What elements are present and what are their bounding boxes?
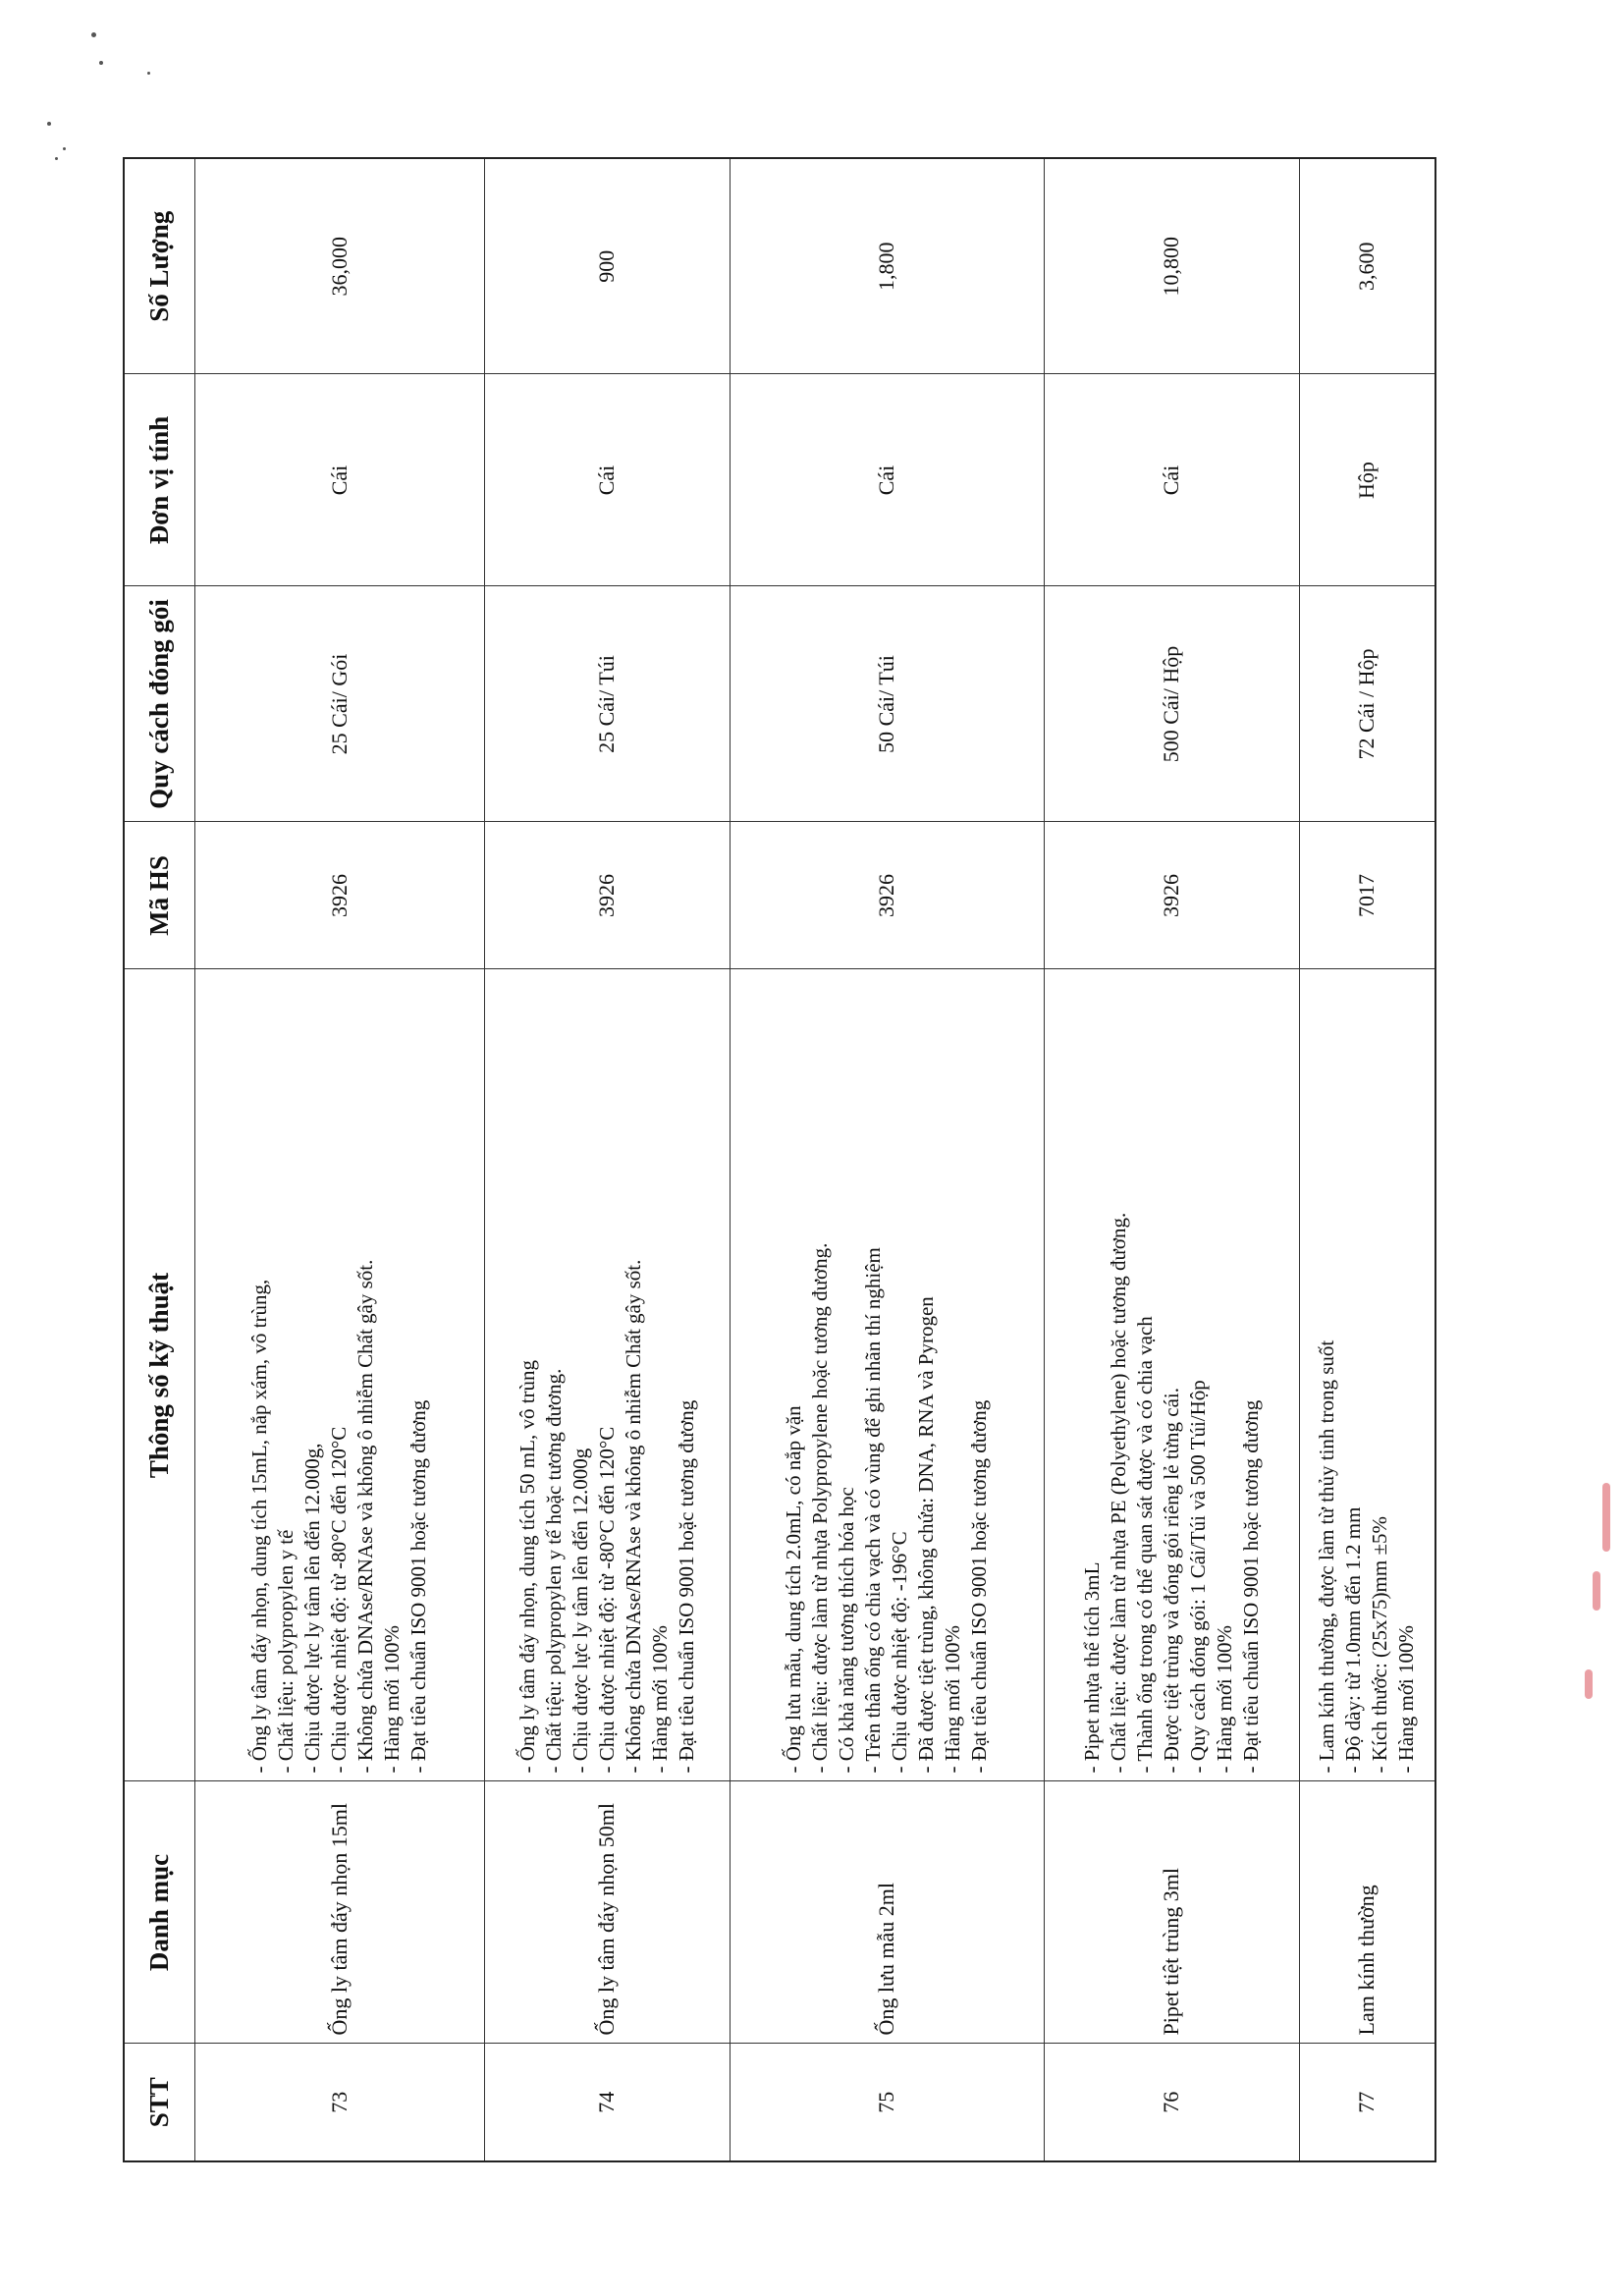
- row-item-name: Pipet tiệt trùng 3ml: [1044, 1781, 1299, 2044]
- spec-line: - Chất liệu: polypropylen y tế: [274, 1529, 298, 1774]
- red-seal-fragment: [1593, 1571, 1600, 1611]
- table-row: [1044, 158, 1299, 2161]
- row-item-name: Ống ly tâm đáy nhọn 15ml: [194, 1781, 484, 2044]
- spec-line: - Ống ly tâm đáy nhọn, dung tích 15mL, nắp xám, vô trùng,: [247, 1279, 271, 1774]
- spec-line: - Quy cách đóng gói: 1 Cái/Túi và 500 Túi/Hộp: [1185, 1380, 1210, 1774]
- spec-line: - Chịu được nhiệt độ: -196°C: [888, 1531, 911, 1774]
- row-specs: [730, 969, 1044, 1781]
- row-stt: 74: [484, 2044, 730, 2161]
- spec-line: - Chất liệu: được làm từ nhựa PE (Polyethylene) hoặc tương đương.: [1106, 1212, 1130, 1774]
- spec-line: - Ống lưu mẫu, dung tích 2.0mL, có nắp vặn: [782, 1405, 805, 1774]
- spec-line: - Lam kính thường, được làm từ thủy tinh trong suốt: [1315, 1339, 1339, 1774]
- scan-speck: [99, 61, 103, 65]
- header-danh-muc: Danh mục: [124, 1781, 194, 2044]
- spec-line: - Không chứa DNAse/RNAse và không ô nhiễm Chất gây sốt.: [353, 1259, 377, 1774]
- spec-line: - Đạt tiêu chuẩn ISO 9001 hoặc tương đương: [1238, 1399, 1263, 1774]
- row-hs-code: 3926: [194, 822, 484, 969]
- row-hs-code: 3926: [730, 822, 1044, 969]
- header-thong-so: Thông số kỹ thuật: [124, 969, 194, 1781]
- spec-line: - Đạt tiêu chuẩn ISO 9001 hoặc tương đương: [674, 1399, 698, 1774]
- row-hs-code: 3926: [1044, 822, 1299, 969]
- spec-line: - Hàng mới 100%: [1212, 1625, 1236, 1774]
- spec-line: - Có khả năng tương thích hóa học: [835, 1487, 858, 1774]
- spec-line: - Kích thước: (25x75)mm ±5%: [1368, 1516, 1392, 1774]
- spec-line: - Chịu được lực ly tâm lên đến 12.000g: [568, 1448, 592, 1774]
- header-row: [124, 158, 194, 2161]
- spec-line: - Chịu được nhiệt độ: từ -80°C đến 120°C: [594, 1426, 619, 1774]
- spec-line: - Hàng mới 100%: [941, 1625, 964, 1774]
- row-quantity: 36,000: [194, 158, 484, 374]
- row-quantity: 3,600: [1299, 158, 1435, 374]
- spec-line: - Chịu được nhiệt độ: từ -80°C đến 120°C: [327, 1426, 351, 1774]
- row-stt: 75: [730, 2044, 1044, 2161]
- row-unit: Cái: [730, 374, 1044, 586]
- spec-line: - Ống ly tâm đáy nhọn, dung tích 50 mL, vô trùng: [514, 1359, 539, 1774]
- spec-list: [514, 978, 700, 1774]
- spec-line: - Hàng mới 100%: [380, 1625, 404, 1774]
- header-so-luong: Số Lượng: [124, 158, 194, 374]
- row-unit: Cái: [194, 374, 484, 586]
- spec-list: [781, 978, 993, 1774]
- row-specs: [1044, 969, 1299, 1781]
- scan-speck: [91, 32, 96, 37]
- table-row: [730, 158, 1044, 2161]
- spec-line: - Chịu được lực ly tâm lên đến 12.000g,: [300, 1443, 324, 1774]
- spec-line: - Đạt tiêu chuẩn ISO 9001 hoặc tương đương: [967, 1399, 991, 1774]
- spec-list: [1314, 978, 1420, 1774]
- spec-line: - Không chứa DNAse/RNAse và không ô nhiễm Chất gây sốt.: [621, 1259, 645, 1774]
- row-unit: Hộp: [1299, 374, 1435, 586]
- row-quantity: 1,800: [730, 158, 1044, 374]
- table-row: [484, 158, 730, 2161]
- equipment-spec-table: [123, 157, 1436, 2162]
- row-item-name: Lam kính thường: [1299, 1781, 1435, 2044]
- spec-line: - Pipet nhựa thể tích 3mL: [1079, 1561, 1104, 1774]
- row-unit: Cái: [484, 374, 730, 586]
- row-hs-code: 3926: [484, 822, 730, 969]
- spec-line: - Được tiệt trùng và đóng gói riêng lẻ từng cái.: [1159, 1387, 1183, 1774]
- row-item-name: Ống ly tâm đáy nhọn 50ml: [484, 1781, 730, 2044]
- scan-speck: [47, 122, 51, 126]
- spec-line: - Đã được tiệt trùng, không chứa: DNA, RNA và Pyrogen: [914, 1296, 938, 1774]
- rotated-spec-sheet: [123, 159, 1435, 2162]
- spec-list: [1079, 978, 1265, 1774]
- row-hs-code: 7017: [1299, 822, 1435, 969]
- red-seal-fragment: [1585, 1669, 1593, 1699]
- red-seal-fragment: [1602, 1483, 1610, 1552]
- header-don-vi: Đơn vị tính: [124, 374, 194, 586]
- spec-list: [246, 978, 432, 1774]
- spec-line: - Chất tiệu: polypropylen y tế hoặc tương đương.: [541, 1368, 566, 1774]
- header-quy-cach: Quy cách đóng gói: [124, 586, 194, 822]
- spec-line: - Độ dày: từ 1.0mm đến 1.2 mm: [1341, 1506, 1366, 1774]
- row-packaging: 72 Cái / Hộp: [1299, 586, 1435, 822]
- row-stt: 77: [1299, 2044, 1435, 2161]
- row-stt: 73: [194, 2044, 484, 2161]
- row-unit: Cái: [1044, 374, 1299, 586]
- scan-speck: [55, 157, 58, 160]
- row-quantity: 900: [484, 158, 730, 374]
- scan-speck: [63, 147, 66, 150]
- table-row: [194, 158, 484, 2161]
- row-stt: 76: [1044, 2044, 1299, 2161]
- spec-line: - Hàng mới 100%: [1394, 1625, 1419, 1774]
- table-row: [1299, 158, 1435, 2161]
- row-specs: [1299, 969, 1435, 1781]
- row-packaging: 50 Cái/ Túi: [730, 586, 1044, 822]
- spec-line: - Trên thân ống có chia vạch và có vùng để ghi nhãn thí nghiệm: [861, 1247, 885, 1774]
- header-stt: STT: [124, 2044, 194, 2161]
- row-specs: [484, 969, 730, 1781]
- scan-speck: [147, 72, 150, 75]
- spec-line: - Thành ống trong có thể quan sát được và có chia vạch: [1132, 1316, 1157, 1774]
- row-packaging: 25 Cái/ Gói: [194, 586, 484, 822]
- row-packaging: 25 Cái/ Túi: [484, 586, 730, 822]
- row-specs: [194, 969, 484, 1781]
- row-packaging: 500 Cái/ Hộp: [1044, 586, 1299, 822]
- row-item-name: Ống lưu mẫu 2ml: [730, 1781, 1044, 2044]
- spec-line: - Hàng mới 100%: [647, 1625, 672, 1774]
- row-quantity: 10,800: [1044, 158, 1299, 374]
- spec-line: - Chất liệu: được làm từ nhựa Polypropylene hoặc tương đương.: [808, 1242, 832, 1774]
- spec-line: - Đạt tiêu chuẩn ISO 9001 hoặc tương đương: [406, 1399, 430, 1774]
- header-ma-hs: Mã HS: [124, 822, 194, 969]
